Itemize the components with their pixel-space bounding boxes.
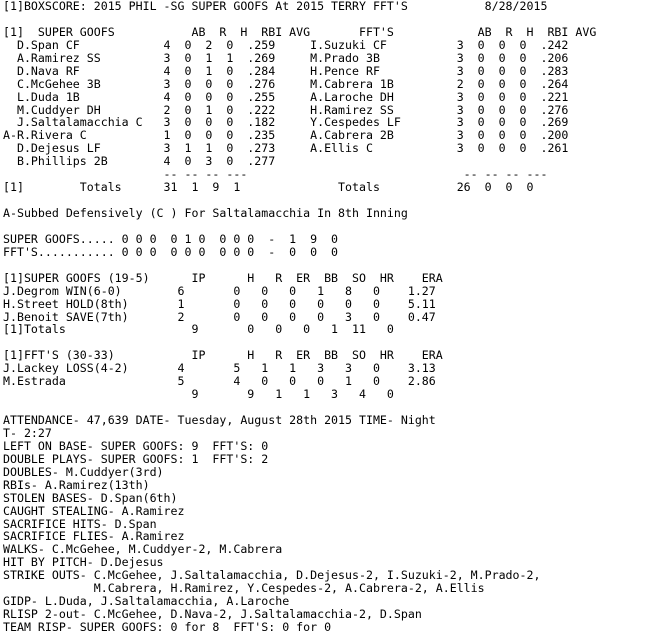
stat-line: HIT BY PITCH- D.Dejesus	[3, 555, 164, 570]
linescore-away: SUPER GOOFS..... 0 0 0 0 1 0 0 0 0 - 1 9 0	[3, 231, 339, 246]
substitution-note: A-Subbed Defensively (C ) For Saltalamacchia In 8th Inning	[3, 206, 408, 220]
stat-line: STOLEN BASES- D.Span(6th)	[3, 490, 178, 505]
batting-totals-line: [1] Totals 31 1 9 1 Totals 26 0 0 0	[3, 180, 534, 195]
batting-row: C.McGehee 3B 3 0 0 0 .276 M.Cabrera 1B 2 0 0 0 .264	[3, 76, 569, 91]
linescore-home: FFT'S........... 0 0 0 0 0 0 0 0 0 - 0 0 0	[3, 244, 339, 259]
batting-row: D.Dejesus LF 3 1 1 0 .273 A.Ellis C 3 0 0 0 .261	[3, 141, 569, 156]
stat-line: DOUBLE PLAYS- SUPER GOOFS: 1 FFT'S: 2	[3, 451, 269, 466]
batting-row: B.Phillips 2B 4 0 3 0 .277	[3, 154, 276, 169]
totals-separator-line: -- -- -- --- -- -- -- ---	[3, 167, 548, 182]
blank-line	[3, 220, 647, 233]
pitching-row: H.Street HOLD(8th) 1 0 0 0 0 0 0 5.11	[3, 296, 436, 311]
stat-line: CAUGHT STEALING- A.Ramirez	[3, 503, 185, 518]
batting-header-line: [1] SUPER GOOFS AB R H RBI AVG FFT'S AB R H RBI AVG	[3, 24, 597, 39]
stat-line: GIDP- L.Duda, J.Saltalamacchia, A.Laroche	[3, 594, 290, 609]
batting-row: L.Duda 1B 4 0 0 0 .255 A.Laroche DH 3 0 0 0 .221	[3, 89, 569, 104]
batting-row: M.Cuddyer DH 2 0 1 0 .222 H.Ramirez SS 3 0 0 0 .276	[3, 102, 569, 117]
boxscore-header-line: [1]BOXSCORE: 2015 PHIL -SG SUPER GOOFS At 2015 TERRY FFT'S 8/28/2015	[3, 0, 548, 13]
batting-row: D.Nava RF 4 0 1 0 .284 H.Pence RF 3 0 0 0 .283	[3, 63, 569, 78]
batting-row: J.Saltalamacchia C 3 0 0 0 .182 Y.Cespedes LF 3 0 0 0 .269	[3, 115, 569, 130]
stat-line: LEFT ON BASE- SUPER GOOFS: 9 FFT'S: 0	[3, 438, 269, 453]
blank-line	[3, 259, 647, 272]
batting-row: A.Ramirez SS 3 0 1 1 .269 M.Prado 3B 3 0 0 0 .206	[3, 50, 569, 65]
pitching-totals-home: 9 9 1 1 3 4 0	[3, 387, 394, 402]
stat-line: RLISP 2-out- C.McGehee, D.Nava-2, J.Saltalamacchia-2, D.Span	[3, 607, 422, 622]
pitching-header-home: [1]FFT'S (30-33) IP H R ER BB SO HR ERA	[3, 348, 443, 363]
stat-line: RBIs- A.Ramirez(13th)	[3, 477, 150, 492]
batting-row: D.Span CF 4 0 2 0 .259 I.Suzuki CF 3 0 0 0 .242	[3, 37, 569, 52]
pitching-totals-away: [1]Totals 9 0 0 0 1 11 0	[3, 322, 394, 337]
stat-line: TEAM RISP- SUPER GOOFS: 0 for 8 FFT'S: 0 for 0	[3, 620, 332, 634]
pitching-header-away: [1]SUPER GOOFS (19-5) IP H R ER BB SO HR ERA	[3, 270, 443, 285]
stat-line: DOUBLES- M.Cuddyer(3rd)	[3, 464, 164, 479]
stat-line: SACRIFICE FLIES- A.Ramirez	[3, 529, 185, 544]
game-time-line: T- 2:27	[3, 425, 52, 440]
blank-line	[3, 13, 647, 26]
stat-line: STRIKE OUTS- C.McGehee, J.Saltalamacchia, D.Dejesus-2, I.Suzuki-2, M.Prado-2,	[3, 568, 541, 583]
stat-line: WALKS- C.McGehee, M.Cuddyer-2, M.Cabrera	[3, 542, 283, 557]
batting-row: A-R.Rivera C 1 0 0 0 .235 A.Cabrera 2B 3 0 0 0 .200	[3, 128, 569, 143]
stat-line: SACRIFICE HITS- D.Span	[3, 516, 157, 531]
pitching-row: J.Benoit SAVE(7th) 2 0 0 0 0 3 0 0.47	[3, 309, 436, 324]
pitching-row: J.Lackey LOSS(4-2) 4 5 1 1 3 3 0 3.13	[3, 361, 436, 376]
game-info-line: ATTENDANCE- 47,639 DATE- Tuesday, August 28th 2015 TIME- Night	[3, 413, 436, 427]
pitching-row: M.Estrada 5 4 0 0 0 1 0 2.86	[3, 374, 436, 389]
boxscore-text-view	[3, 0, 647, 634]
stat-line: M.Cabrera, H.Ramirez, Y.Cespedes-2, A.Cabrera-2, A.Ellis	[3, 581, 485, 596]
pitching-row: J.Degrom WIN(6-0) 6 0 0 0 1 8 0 1.27	[3, 283, 436, 298]
